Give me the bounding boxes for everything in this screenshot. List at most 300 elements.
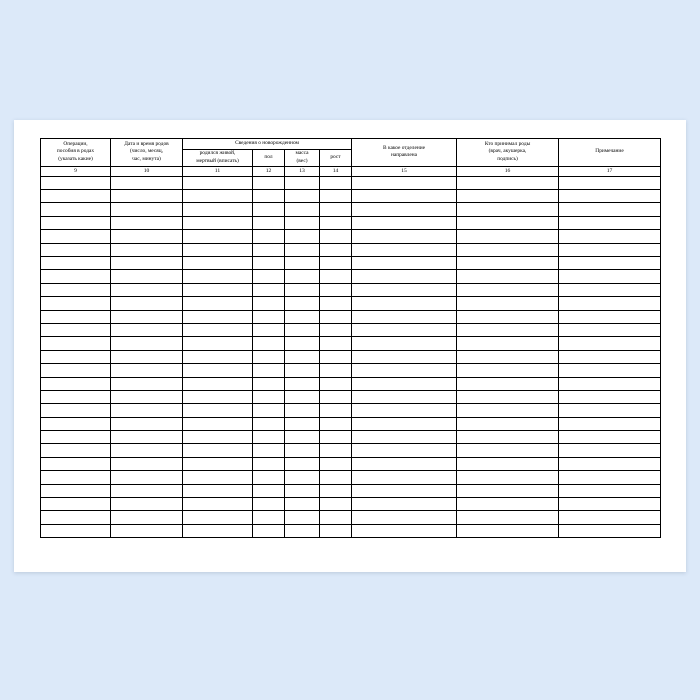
table-cell[interactable] bbox=[457, 190, 559, 203]
table-cell[interactable] bbox=[320, 190, 352, 203]
table-row[interactable] bbox=[41, 230, 661, 243]
table-cell[interactable] bbox=[352, 203, 457, 216]
table-cell[interactable] bbox=[183, 444, 253, 457]
table-cell[interactable] bbox=[41, 323, 111, 336]
table-cell[interactable] bbox=[559, 364, 661, 377]
table-cell[interactable] bbox=[111, 457, 183, 470]
table-cell[interactable] bbox=[41, 203, 111, 216]
header-delivered-by bbox=[457, 139, 559, 167]
table-cell[interactable] bbox=[183, 377, 253, 390]
table-cell[interactable] bbox=[41, 257, 111, 270]
table-cell[interactable] bbox=[183, 310, 253, 323]
table-cell[interactable] bbox=[111, 270, 183, 283]
header-operations bbox=[41, 139, 111, 167]
table-cell[interactable] bbox=[253, 484, 285, 497]
table-cell[interactable] bbox=[111, 484, 183, 497]
table-cell[interactable] bbox=[183, 203, 253, 216]
table-cell[interactable] bbox=[320, 270, 352, 283]
table-cell[interactable] bbox=[559, 230, 661, 243]
table-cell[interactable] bbox=[457, 457, 559, 470]
table-cell[interactable] bbox=[41, 457, 111, 470]
table-cell[interactable] bbox=[457, 377, 559, 390]
table-cell[interactable] bbox=[183, 390, 253, 403]
table-cell[interactable] bbox=[183, 524, 253, 537]
table-cell[interactable] bbox=[253, 471, 285, 484]
header-weight-line1: масса bbox=[295, 150, 309, 156]
table-row[interactable] bbox=[41, 270, 661, 283]
table-cell[interactable] bbox=[352, 310, 457, 323]
table-cell[interactable] bbox=[253, 230, 285, 243]
table-cell[interactable] bbox=[457, 270, 559, 283]
table-cell[interactable] bbox=[352, 350, 457, 363]
table-cell[interactable] bbox=[559, 484, 661, 497]
table-cell[interactable] bbox=[285, 203, 320, 216]
table-cell[interactable] bbox=[41, 417, 111, 430]
table-cell[interactable] bbox=[253, 350, 285, 363]
table-cell[interactable] bbox=[111, 323, 183, 336]
table-cell[interactable] bbox=[111, 431, 183, 444]
table-cell[interactable] bbox=[352, 176, 457, 189]
table-cell[interactable] bbox=[457, 471, 559, 484]
table-cell[interactable] bbox=[559, 216, 661, 229]
table-cell[interactable] bbox=[285, 457, 320, 470]
table-row[interactable] bbox=[41, 297, 661, 310]
table-cell[interactable] bbox=[352, 190, 457, 203]
table-cell[interactable] bbox=[111, 337, 183, 350]
table-cell[interactable] bbox=[352, 337, 457, 350]
table-cell[interactable] bbox=[352, 471, 457, 484]
table-cell[interactable] bbox=[352, 511, 457, 524]
table-cell[interactable] bbox=[320, 471, 352, 484]
header-weight-line2: (вес) bbox=[296, 157, 308, 164]
table-cell[interactable] bbox=[320, 257, 352, 270]
table-cell[interactable] bbox=[285, 350, 320, 363]
table-cell[interactable] bbox=[320, 404, 352, 417]
table-cell[interactable] bbox=[457, 203, 559, 216]
table-cell[interactable] bbox=[285, 471, 320, 484]
table-cell[interactable] bbox=[285, 270, 320, 283]
table-cell[interactable] bbox=[352, 417, 457, 430]
table-cell[interactable] bbox=[352, 283, 457, 296]
table-cell[interactable] bbox=[352, 243, 457, 256]
table-cell[interactable] bbox=[457, 310, 559, 323]
table-cell[interactable] bbox=[285, 337, 320, 350]
table-cell[interactable] bbox=[253, 257, 285, 270]
table-cell[interactable] bbox=[320, 457, 352, 470]
table-cell[interactable] bbox=[457, 257, 559, 270]
table-cell[interactable] bbox=[183, 176, 253, 189]
table-cell[interactable] bbox=[320, 203, 352, 216]
table-cell[interactable] bbox=[41, 444, 111, 457]
column-number-10: 10 bbox=[111, 166, 183, 176]
table-row[interactable] bbox=[41, 283, 661, 296]
table-cell[interactable] bbox=[41, 431, 111, 444]
table-cell[interactable] bbox=[320, 417, 352, 430]
table-cell[interactable] bbox=[352, 270, 457, 283]
header-date-line1: Дата и время родов bbox=[124, 140, 169, 147]
table-cell[interactable] bbox=[457, 498, 559, 511]
table-cell[interactable] bbox=[183, 417, 253, 430]
table-cell[interactable] bbox=[559, 457, 661, 470]
table-cell[interactable] bbox=[253, 444, 285, 457]
table-row[interactable] bbox=[41, 524, 661, 537]
header-date-line2: (число, месяц, bbox=[130, 148, 163, 155]
table-row[interactable] bbox=[41, 390, 661, 403]
header-delivered-by-line2: (врач, акушерка, bbox=[488, 148, 527, 155]
table-cell[interactable] bbox=[253, 203, 285, 216]
table-cell[interactable] bbox=[253, 404, 285, 417]
table-cell[interactable] bbox=[320, 176, 352, 189]
table-cell[interactable] bbox=[183, 337, 253, 350]
table-cell[interactable] bbox=[253, 176, 285, 189]
table-cell[interactable] bbox=[183, 243, 253, 256]
childbirth-register-table bbox=[40, 138, 661, 538]
table-cell[interactable] bbox=[253, 364, 285, 377]
table-cell[interactable] bbox=[559, 297, 661, 310]
table-cell[interactable] bbox=[285, 511, 320, 524]
table-cell[interactable] bbox=[457, 417, 559, 430]
table-cell[interactable] bbox=[183, 364, 253, 377]
table-cell[interactable] bbox=[320, 444, 352, 457]
table-cell[interactable] bbox=[457, 230, 559, 243]
table-cell[interactable] bbox=[352, 216, 457, 229]
table-row[interactable] bbox=[41, 457, 661, 470]
table-cell[interactable] bbox=[111, 404, 183, 417]
header-notes: Примечание bbox=[559, 139, 661, 167]
table-cell[interactable] bbox=[183, 498, 253, 511]
table-row[interactable] bbox=[41, 176, 661, 189]
table-row[interactable] bbox=[41, 377, 661, 390]
table-row[interactable] bbox=[41, 323, 661, 336]
table-cell[interactable] bbox=[559, 203, 661, 216]
table-cell[interactable] bbox=[111, 176, 183, 189]
table-cell[interactable] bbox=[285, 176, 320, 189]
table-cell[interactable] bbox=[41, 404, 111, 417]
table-cell[interactable] bbox=[183, 216, 253, 229]
table-cell[interactable] bbox=[183, 404, 253, 417]
table-cell[interactable] bbox=[559, 471, 661, 484]
table-cell[interactable] bbox=[285, 297, 320, 310]
table-row[interactable] bbox=[41, 417, 661, 430]
table-row[interactable] bbox=[41, 310, 661, 323]
table-cell[interactable] bbox=[559, 404, 661, 417]
table-cell[interactable] bbox=[253, 524, 285, 537]
table-cell[interactable] bbox=[253, 390, 285, 403]
table-cell[interactable] bbox=[183, 431, 253, 444]
table-cell[interactable] bbox=[352, 524, 457, 537]
table-cell[interactable] bbox=[183, 270, 253, 283]
table-cell[interactable] bbox=[559, 337, 661, 350]
table-cell[interactable] bbox=[285, 310, 320, 323]
table-cell[interactable] bbox=[559, 176, 661, 189]
table-cell[interactable] bbox=[559, 511, 661, 524]
table-cell[interactable] bbox=[285, 230, 320, 243]
table-cell[interactable] bbox=[285, 283, 320, 296]
table-cell[interactable] bbox=[285, 404, 320, 417]
column-number-13: 13 bbox=[285, 166, 320, 176]
table-cell[interactable] bbox=[559, 323, 661, 336]
table-cell[interactable] bbox=[559, 243, 661, 256]
table-cell[interactable] bbox=[285, 444, 320, 457]
table-cell[interactable] bbox=[111, 498, 183, 511]
table-cell[interactable] bbox=[559, 190, 661, 203]
column-number-14: 14 bbox=[320, 166, 352, 176]
table-row[interactable] bbox=[41, 511, 661, 524]
table-cell[interactable] bbox=[285, 498, 320, 511]
header-sex: пол bbox=[253, 150, 285, 167]
table-cell[interactable] bbox=[41, 270, 111, 283]
table-cell[interactable] bbox=[41, 377, 111, 390]
table-cell[interactable] bbox=[559, 270, 661, 283]
table-cell[interactable] bbox=[41, 484, 111, 497]
table-cell[interactable] bbox=[41, 471, 111, 484]
table-cell[interactable] bbox=[285, 417, 320, 430]
table-cell[interactable] bbox=[253, 337, 285, 350]
table-cell[interactable] bbox=[111, 203, 183, 216]
table-cell[interactable] bbox=[253, 216, 285, 229]
table-cell[interactable] bbox=[183, 350, 253, 363]
header-operations-line2: пособия в родах bbox=[56, 148, 95, 155]
table-cell[interactable] bbox=[352, 377, 457, 390]
table-cell[interactable] bbox=[352, 457, 457, 470]
table-cell[interactable] bbox=[320, 323, 352, 336]
table-cell[interactable] bbox=[111, 216, 183, 229]
table-cell[interactable] bbox=[320, 364, 352, 377]
table-cell[interactable] bbox=[111, 350, 183, 363]
table-cell[interactable] bbox=[183, 257, 253, 270]
table-cell[interactable] bbox=[457, 283, 559, 296]
table-cell[interactable] bbox=[457, 484, 559, 497]
table-cell[interactable] bbox=[253, 511, 285, 524]
table-row[interactable] bbox=[41, 404, 661, 417]
table-cell[interactable] bbox=[559, 257, 661, 270]
table-cell[interactable] bbox=[41, 283, 111, 296]
table-cell[interactable] bbox=[457, 176, 559, 189]
table-cell[interactable] bbox=[320, 511, 352, 524]
table-cell[interactable] bbox=[111, 230, 183, 243]
table-cell[interactable] bbox=[320, 297, 352, 310]
table-cell[interactable] bbox=[457, 216, 559, 229]
table-cell[interactable] bbox=[41, 310, 111, 323]
table-cell[interactable] bbox=[183, 323, 253, 336]
header-born-line2: мертвый (вписать) bbox=[196, 157, 239, 164]
column-number-17: 17 bbox=[559, 166, 661, 176]
table-cell[interactable] bbox=[253, 297, 285, 310]
table-cell[interactable] bbox=[111, 444, 183, 457]
table-cell[interactable] bbox=[559, 310, 661, 323]
table-cell[interactable] bbox=[285, 377, 320, 390]
table-cell[interactable] bbox=[41, 364, 111, 377]
table-row[interactable] bbox=[41, 190, 661, 203]
table-cell[interactable] bbox=[457, 431, 559, 444]
header-born-line1: родился живой, bbox=[199, 150, 236, 156]
table-cell[interactable] bbox=[457, 390, 559, 403]
table-cell[interactable] bbox=[285, 484, 320, 497]
table-cell[interactable] bbox=[41, 498, 111, 511]
table-row[interactable] bbox=[41, 364, 661, 377]
table-row[interactable] bbox=[41, 498, 661, 511]
table-cell[interactable] bbox=[111, 243, 183, 256]
table-cell[interactable] bbox=[559, 417, 661, 430]
table-cell[interactable] bbox=[253, 243, 285, 256]
table-cell[interactable] bbox=[457, 243, 559, 256]
table-cell[interactable] bbox=[559, 283, 661, 296]
table-cell[interactable] bbox=[41, 243, 111, 256]
table-cell[interactable] bbox=[41, 297, 111, 310]
table-cell[interactable] bbox=[285, 364, 320, 377]
table-cell[interactable] bbox=[320, 390, 352, 403]
table-cell[interactable] bbox=[457, 323, 559, 336]
header-date-line3: час, минута) bbox=[132, 156, 161, 163]
table-cell[interactable] bbox=[320, 377, 352, 390]
table-cell[interactable] bbox=[457, 404, 559, 417]
table-cell[interactable] bbox=[559, 390, 661, 403]
table-cell[interactable] bbox=[253, 417, 285, 430]
table-cell[interactable] bbox=[183, 297, 253, 310]
table-cell[interactable] bbox=[253, 190, 285, 203]
table-cell[interactable] bbox=[183, 471, 253, 484]
table-row[interactable] bbox=[41, 257, 661, 270]
table-cell[interactable] bbox=[253, 310, 285, 323]
table-cell[interactable] bbox=[183, 230, 253, 243]
table-cell[interactable] bbox=[253, 323, 285, 336]
table-cell[interactable] bbox=[285, 390, 320, 403]
header-height: рост bbox=[320, 150, 352, 167]
table-row[interactable] bbox=[41, 216, 661, 229]
table-cell[interactable] bbox=[183, 484, 253, 497]
table-cell[interactable] bbox=[111, 310, 183, 323]
table-cell[interactable] bbox=[111, 511, 183, 524]
table-cell[interactable] bbox=[285, 257, 320, 270]
table-cell[interactable] bbox=[320, 283, 352, 296]
table-cell[interactable] bbox=[285, 190, 320, 203]
table-cell[interactable] bbox=[457, 511, 559, 524]
table-cell[interactable] bbox=[111, 390, 183, 403]
table-cell[interactable] bbox=[559, 377, 661, 390]
table-cell[interactable] bbox=[352, 484, 457, 497]
table-row[interactable] bbox=[41, 431, 661, 444]
table-cell[interactable] bbox=[285, 431, 320, 444]
table-cell[interactable] bbox=[285, 323, 320, 336]
table-cell[interactable] bbox=[559, 350, 661, 363]
table-cell[interactable] bbox=[253, 270, 285, 283]
table-cell[interactable] bbox=[253, 283, 285, 296]
table-cell[interactable] bbox=[320, 243, 352, 256]
table-cell[interactable] bbox=[183, 283, 253, 296]
table-cell[interactable] bbox=[183, 511, 253, 524]
table-cell[interactable] bbox=[352, 390, 457, 403]
table-cell[interactable] bbox=[457, 350, 559, 363]
table-cell[interactable] bbox=[253, 377, 285, 390]
table-cell[interactable] bbox=[41, 524, 111, 537]
table-cell[interactable] bbox=[559, 444, 661, 457]
table-cell[interactable] bbox=[111, 297, 183, 310]
table-cell[interactable] bbox=[320, 431, 352, 444]
table-row[interactable] bbox=[41, 444, 661, 457]
table-cell[interactable] bbox=[457, 444, 559, 457]
header-born-alive-dead bbox=[183, 150, 253, 167]
table-cell[interactable] bbox=[41, 216, 111, 229]
table-row[interactable] bbox=[41, 471, 661, 484]
table-cell[interactable] bbox=[285, 216, 320, 229]
table-cell[interactable] bbox=[111, 377, 183, 390]
table-cell[interactable] bbox=[111, 257, 183, 270]
table-cell[interactable] bbox=[253, 431, 285, 444]
column-number-9: 9 bbox=[41, 166, 111, 176]
table-cell[interactable] bbox=[41, 337, 111, 350]
table-cell[interactable] bbox=[320, 498, 352, 511]
table-cell[interactable] bbox=[41, 511, 111, 524]
table-cell[interactable] bbox=[352, 257, 457, 270]
table-cell[interactable] bbox=[320, 230, 352, 243]
column-number-16: 16 bbox=[457, 166, 559, 176]
table-cell[interactable] bbox=[352, 404, 457, 417]
column-number-12: 12 bbox=[253, 166, 285, 176]
table-cell[interactable] bbox=[320, 216, 352, 229]
table-cell[interactable] bbox=[320, 310, 352, 323]
table-cell[interactable] bbox=[111, 524, 183, 537]
table-row[interactable] bbox=[41, 337, 661, 350]
table-cell[interactable] bbox=[41, 350, 111, 363]
table-row[interactable] bbox=[41, 350, 661, 363]
table-cell[interactable] bbox=[111, 190, 183, 203]
table-cell[interactable] bbox=[285, 243, 320, 256]
header-operations-line3: (указать какие) bbox=[58, 156, 93, 163]
table-cell[interactable] bbox=[111, 283, 183, 296]
table-row[interactable] bbox=[41, 243, 661, 256]
table-row[interactable] bbox=[41, 203, 661, 216]
table-cell[interactable] bbox=[41, 230, 111, 243]
header-department bbox=[352, 139, 457, 167]
table-cell[interactable] bbox=[457, 524, 559, 537]
table-cell[interactable] bbox=[111, 417, 183, 430]
table-cell[interactable] bbox=[352, 297, 457, 310]
table-cell[interactable] bbox=[559, 431, 661, 444]
table-cell[interactable] bbox=[253, 457, 285, 470]
column-number-15: 15 bbox=[352, 166, 457, 176]
table-cell[interactable] bbox=[352, 444, 457, 457]
table-cell[interactable] bbox=[320, 484, 352, 497]
table-cell[interactable] bbox=[320, 524, 352, 537]
table-cell[interactable] bbox=[352, 364, 457, 377]
header-operations-line1: Операции, bbox=[63, 140, 88, 147]
table-cell[interactable] bbox=[559, 524, 661, 537]
table-cell[interactable] bbox=[320, 350, 352, 363]
table-cell[interactable] bbox=[183, 457, 253, 470]
table-cell[interactable] bbox=[559, 498, 661, 511]
table-cell[interactable] bbox=[352, 230, 457, 243]
table-row[interactable] bbox=[41, 484, 661, 497]
table-cell[interactable] bbox=[457, 364, 559, 377]
table-cell[interactable] bbox=[253, 498, 285, 511]
table-cell[interactable] bbox=[111, 471, 183, 484]
table-cell[interactable] bbox=[457, 337, 559, 350]
table-cell[interactable] bbox=[41, 190, 111, 203]
table-cell[interactable] bbox=[352, 431, 457, 444]
table-cell[interactable] bbox=[41, 176, 111, 189]
table-cell[interactable] bbox=[41, 390, 111, 403]
table-cell[interactable] bbox=[352, 498, 457, 511]
table-cell[interactable] bbox=[352, 323, 457, 336]
table-cell[interactable] bbox=[285, 524, 320, 537]
column-number-row bbox=[41, 166, 661, 176]
table-cell[interactable] bbox=[320, 337, 352, 350]
table-cell[interactable] bbox=[183, 190, 253, 203]
header-department-line1: В какое отделение bbox=[383, 144, 426, 151]
table-cell[interactable] bbox=[111, 364, 183, 377]
table-cell[interactable] bbox=[457, 297, 559, 310]
header-newborn-info-group: Сведения о новорожденном bbox=[183, 139, 352, 150]
